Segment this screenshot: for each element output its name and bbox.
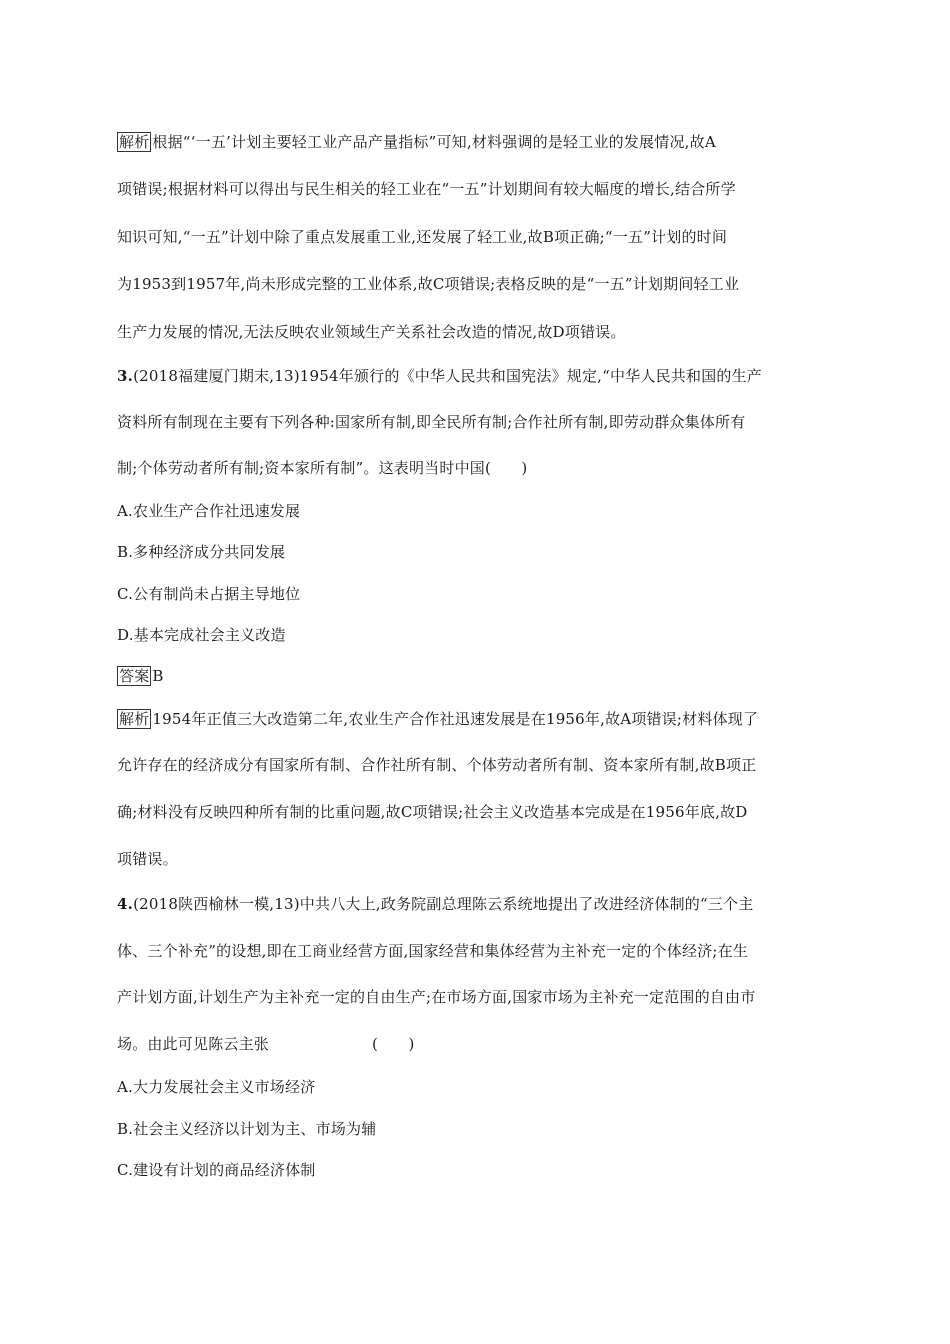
analysis-line: 为1953到1957年,尚未形成完整的工业体系,故C项错误;表格反映的是“一五”计划期间轻工业 [117, 275, 740, 293]
option-d: D.基本完成社会主义改造 [117, 626, 286, 644]
question-text: 场。由此可见陈云主张 [117, 1035, 270, 1053]
analysis-line: 项错误。 [117, 850, 178, 868]
answer-tag: 答案 [119, 667, 150, 685]
question-number: 4. [117, 895, 134, 913]
question-text: (2018陕西榆林一模,13)中共八大上,政务院副总理陈云系统地提出了改进经济体制的“三个主 [133, 895, 754, 913]
option-b: B.社会主义经济以计划为主、市场为辅 [117, 1120, 377, 1138]
question-4-stem-line: 产计划方面,计划生产为主补充一定的自由生产;在市场方面,国家市场为主补充一定范围的自由市 [117, 988, 756, 1006]
analysis-text: 根据“‘一五’计划主要轻工业产品产量指标”可知,材料强调的是轻工业的发展情况,故A [152, 133, 716, 151]
analysis-line: 项错误;根据材料可以得出与民生相关的轻工业在“一五”计划期间有较大幅度的增长,结合所学 [117, 180, 736, 198]
question-3-stem-line: 资料所有制现在主要有下列各种:国家所有制,即全民所有制;合作社所有制,即劳动群众集体所有 [117, 413, 746, 431]
analysis-line [117, 708, 758, 730]
analysis-text: 1954年正值三大改造第二年,农业生产合作社迅速发展是在1956年,故A项错误;材料体现了 [152, 710, 759, 728]
analysis-tag: 解析 [119, 710, 150, 728]
analysis-line: 生产力发展的情况,无法反映农业领域生产关系社会改造的情况,故D项错误。 [117, 323, 626, 341]
option-c: C.建设有计划的商品经济体制 [117, 1161, 316, 1179]
analysis-line: 允许存在的经济成分有国家所有制、合作社所有制、个体劳动者所有制、资本家所有制,故B项正 [117, 756, 757, 774]
question-4-stem-line: 体、三个补充”的设想,即在工商业经营方面,国家经营和集体经营为主补充一定的个体经济;在生 [117, 942, 749, 960]
option-c: C.公有制尚未占据主导地位 [117, 585, 301, 603]
option-a: A.农业生产合作社迅速发展 [117, 502, 301, 520]
question-4-stem-line [117, 1033, 415, 1055]
analysis-line [117, 131, 716, 153]
analysis-tag: 解析 [119, 133, 150, 151]
question-4-stem-line [117, 893, 753, 915]
question-3-stem-line: 制;个体劳动者所有制;资本家所有制”。这表明当时中国( ) [117, 459, 528, 477]
analysis-line: 知识可知,“一五”计划中除了重点发展重工业,还发展了轻工业,故B项正确;“一五”计划的时间 [117, 228, 728, 246]
option-b: B.多种经济成分共同发展 [117, 543, 286, 561]
question-text: (2018福建厦门期末,13)1954年颁行的《中华人民共和国宪法》规定,“中华人民共和国的生产 [133, 367, 763, 385]
question-number: 3. [117, 367, 134, 385]
analysis-line: 确;材料没有反映四种所有制的比重问题,故C项错误;社会主义改造基本完成是在1956年底,故D [117, 803, 748, 821]
answer-value: B [152, 667, 164, 685]
option-a: A.大力发展社会主义市场经济 [117, 1078, 316, 1096]
answer-line [117, 665, 164, 687]
question-3-stem-line [117, 365, 762, 387]
answer-blank: ( ) [372, 1035, 415, 1053]
